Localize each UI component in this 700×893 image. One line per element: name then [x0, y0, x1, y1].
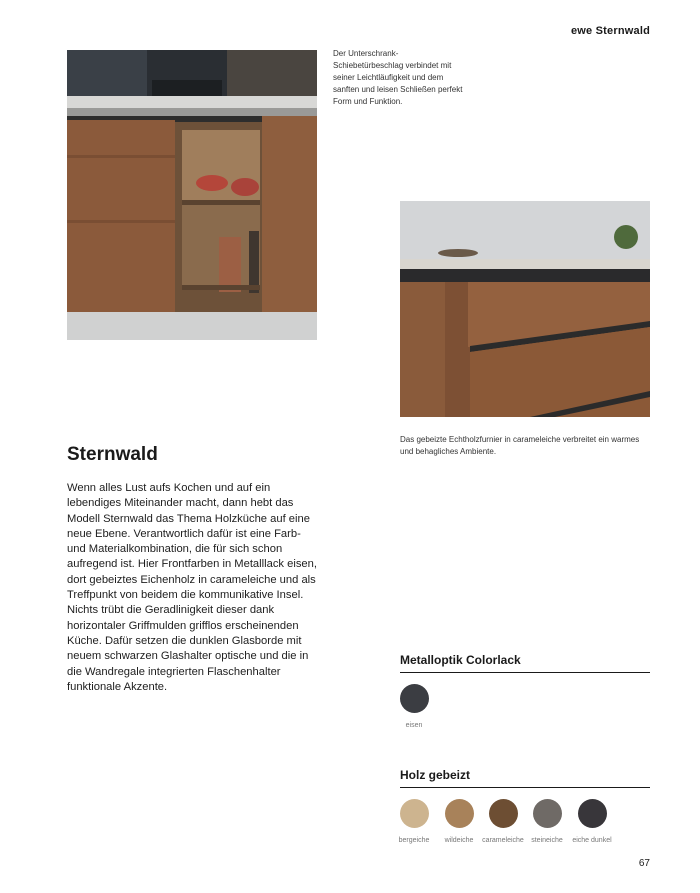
swatch-eiche-dunkel — [563, 799, 621, 844]
swatch-label: carameleiche — [482, 837, 524, 844]
swatch-label: bergeiche — [398, 837, 430, 844]
article-body: Wenn alles Lust aufs Kochen und auf ein lebendiges Miteinander macht, dann hebt das Modell Sternwald das Thema Holzküche auf eine neue Ebene. Verantwortlich dafür ist eine Farb- und Materialkombination, die für sich schon aufregend ist. Hier Frontfarben in Metalllack eisen, dort gebeiztes Eichenholz in carameleiche und als Treffpunkt von beidem die kommunikative Insel. Nichts trübt die Geradlinigkeit dieser dank horizontaler Griffmulden grifflos erscheinenden Küche. Dafür setzen die dunklen Glasborde mit neuem schwarzen Glashalter optische und die in die Wandregale integrierten Flaschenhalter funktionale Akzente. — [67, 482, 317, 693]
brand-header: ewe Sternwald — [570, 25, 650, 37]
article-title: Sternwald — [67, 444, 158, 465]
wood-section-title: Holz gebeizt — [400, 768, 650, 788]
oak-front-photo — [400, 201, 650, 417]
page-number: 67 — [638, 858, 650, 869]
swatch-steineiche-circle — [533, 799, 562, 828]
swatch-label: eiche dunkel — [572, 837, 612, 844]
swatch-label: eisen — [405, 722, 423, 729]
caption-sliding-door: Der Unterschrank-Schiebetürbeschlag verbindet mit seiner Leichtläufigkeit und dem sanften und leisen Schließen perfekt Form und Funktion. — [333, 49, 463, 106]
swatch-label: steineiche — [531, 837, 563, 844]
swatch-bergeiche-circle — [400, 799, 429, 828]
metal-section-title: Metalloptik Colorlack — [400, 653, 650, 673]
swatch-carameleiche-circle — [489, 799, 518, 828]
swatch-wildeiche-circle — [445, 799, 474, 828]
swatch-eiche-dunkel-circle — [578, 799, 607, 828]
caption-wood-veneer: Das gebeizte Echtholzfurnier in carameleiche verbreitet ein warmes und behagliches Ambiente. — [400, 435, 640, 456]
swatch-eisen — [385, 684, 443, 729]
swatch-label: wildeiche — [444, 837, 474, 844]
swatch-eisen-circle — [400, 684, 429, 713]
cabinet-photo — [67, 50, 317, 340]
